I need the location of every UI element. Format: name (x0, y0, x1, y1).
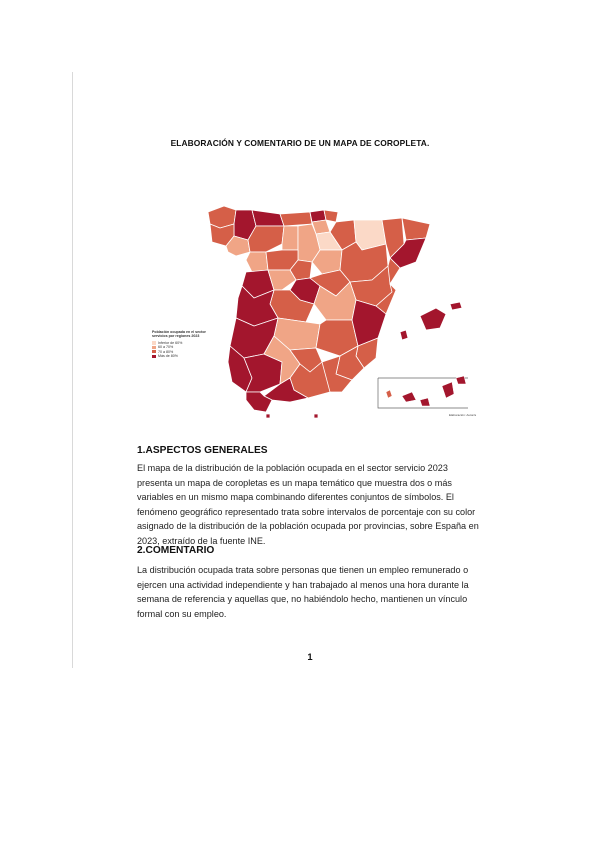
page-margin-line (72, 72, 73, 668)
region-mallorca (420, 308, 446, 330)
legend-swatch (152, 355, 156, 358)
document-title: ELABORACIÓN Y COMENTARIO DE UN MAPA DE COROPLETA. (170, 138, 430, 148)
region-melilla (314, 414, 318, 418)
region-fuerteventura (442, 382, 454, 398)
region-menorca (450, 302, 462, 310)
legend-item: 60 a 70% (152, 345, 222, 349)
section-body-aspectos-generales: El mapa de la distribución de la población ocupada en el sector servicio 2023 presenta un mapa de coropletas es un mapa temático que muestra dos o más variables en un mismo mapa combinando diferentes conjuntos de símbolos. El fenómeno geográfico representado trata sobre intervalos de porcentaje con su color asignado de la distribución de la población ocupada por provincias, sobre España en 2023, extraído de la fuente INE. (137, 463, 479, 546)
map-legend (152, 330, 222, 358)
choropleth-map (150, 186, 470, 418)
region-leon (248, 226, 284, 252)
section-heading-aspectos-generales: 1.ASPECTOS GENERALES (137, 445, 268, 456)
legend-item: 70 a 80% (152, 350, 222, 354)
section-body-comentario: La distribución ocupada trata sobre personas que tienen un empleo remunerado o ejercen una actividad independiente y han trabajado al menos una hora durante la semana de referencia y aquellas que, no habiéndolo hecho, mantienen un vínculo formal con su empleo. (137, 565, 469, 619)
region-lanzarote (456, 376, 466, 384)
region-girona (402, 218, 430, 240)
section-heading-comentario: 2.COMENTARIO (137, 545, 215, 556)
region-ceuta (266, 414, 270, 418)
region-tenerife (402, 392, 416, 402)
legend-item: Más de 80% (152, 354, 222, 358)
region-zamora (246, 252, 268, 272)
region-gran-canaria (420, 398, 430, 406)
legend-item: Inferior de 60% (152, 341, 222, 345)
legend-title: Población ocupada en el sector servicios por regiones 2023 (152, 330, 206, 339)
legend-swatch (152, 341, 156, 344)
legend-swatch (152, 346, 156, 349)
region-la-palma (386, 390, 392, 398)
region-cantabria (280, 212, 312, 226)
region-asturias (252, 210, 284, 226)
page-number: 1 (307, 651, 313, 662)
map-credit: Elaboración: Autor/a (449, 413, 477, 417)
legend-swatch (152, 350, 156, 353)
region-palencia (282, 226, 298, 250)
spain-map-svg (150, 186, 470, 418)
region-ibiza (400, 330, 408, 340)
